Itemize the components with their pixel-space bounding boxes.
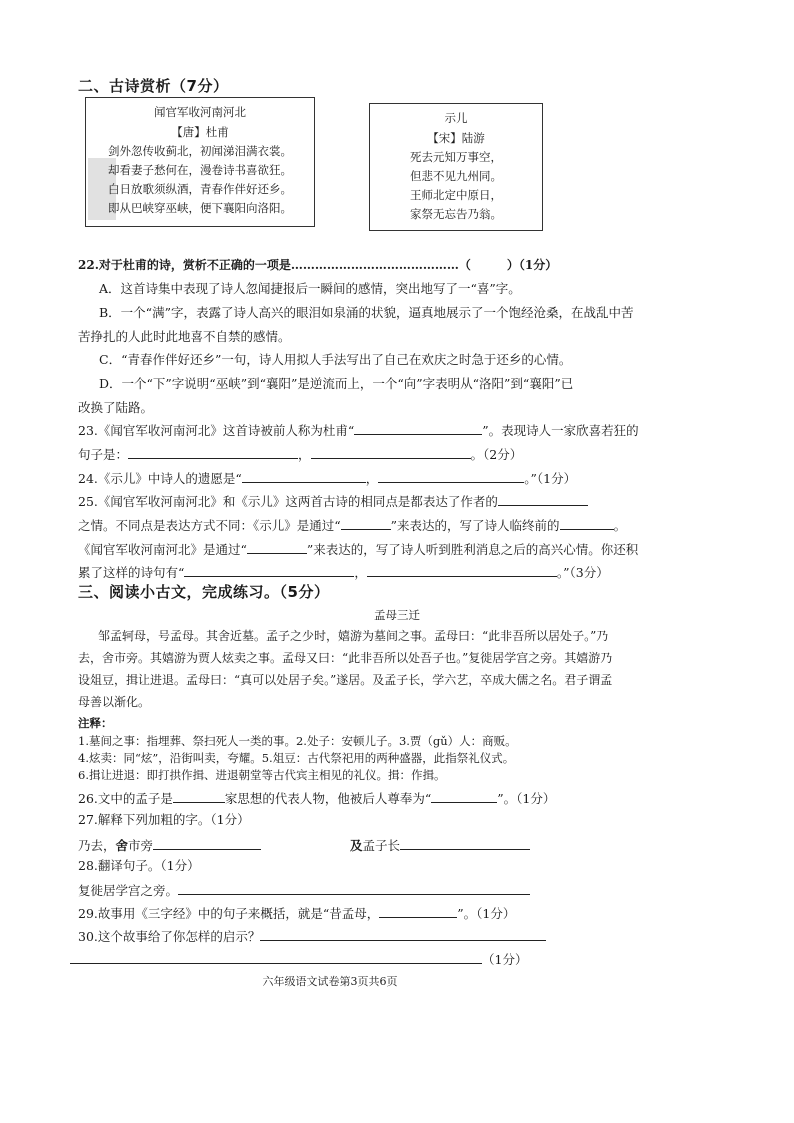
poem1-author: 【唐】杜甫: [171, 125, 229, 139]
section2-heading: 二、古诗赏析（7分）: [78, 77, 229, 95]
q27-blank-b[interactable]: [400, 836, 530, 850]
q30-stem: 30.这个故事给了你怎样的启示？: [78, 929, 261, 944]
q27-blank-a[interactable]: [153, 836, 261, 850]
q25-blank-verse1[interactable]: [184, 563, 354, 577]
q25-text: ”来表达的，写了诗人临终前的: [390, 518, 560, 533]
q27-bold-char: 及: [350, 838, 363, 853]
passage-line: 邹孟轲母，号孟母。其舍近墓。孟子之少时，嬉游为墓间之事。孟母曰：“此非吾所以居处子。”乃: [98, 629, 609, 643]
q25-text: 累了这样的诗句有“: [78, 565, 185, 580]
q27-text: 乃去，: [78, 838, 116, 853]
q23-blank-line2[interactable]: [311, 445, 471, 459]
q23-text: ，: [298, 447, 311, 462]
page-footer: 六年级语文试卷第3页共6页: [262, 975, 398, 988]
q30-blank-2[interactable]: [70, 950, 482, 964]
q23-text: 23.《闻官军收河南河北》这首诗被前人称为杜甫“: [78, 423, 355, 438]
passage-line: 设俎豆，揖让进退。孟母曰：“真可以处居子矣。”遂居。及孟子长，学六艺，卒成大儒之名。君子谓孟: [78, 673, 613, 687]
note-line: 1.墓间之事：指埋葬、祭扫死人一类的事。2.处子：安顿儿子。3.贾（gǔ）人：商贩。: [78, 734, 517, 748]
section3-heading: 三、阅读小古文，完成练习。（5分）: [78, 583, 330, 601]
q27-text: 市旁: [128, 838, 154, 853]
q22-option-b-cont: 苦挣扎的人此时此地喜不自禁的感情。: [78, 329, 291, 344]
q27-stem: 27.解释下列加粗的字。（1分）: [78, 812, 250, 827]
q26-text: 26.文中的孟子是: [78, 791, 173, 806]
poem2-author: 【宋】陆游: [427, 131, 485, 145]
q25-blank-feeling[interactable]: [560, 516, 614, 530]
q25-text: ，: [354, 565, 367, 580]
q25-line1: [78, 492, 588, 510]
q25-text: 。”（3分）: [556, 565, 609, 580]
q23-line2: [78, 445, 522, 463]
passage-title: 孟母三迁: [374, 608, 420, 622]
q27-bold-char: 舍: [115, 838, 129, 853]
q29-line: [78, 904, 515, 922]
q25-line4: [78, 563, 609, 581]
q22-option-a: A．这首诗集中表现了诗人忽闻捷报后一瞬间的感情，突出地写了一“喜”字。: [99, 281, 521, 296]
q25-blank-method2[interactable]: [247, 540, 307, 554]
q30-line2: [70, 950, 527, 968]
passage-line: 母善以渐化。: [78, 695, 151, 709]
q26-line: [78, 789, 555, 807]
passage-line: 去，舍市旁。其嬉游为贾人炫卖之事。孟母又曰：“此非吾所以处吾子也。”复徙居学宫之旁。其嬉游乃: [78, 651, 613, 665]
q25-blank-verse2[interactable]: [367, 563, 557, 577]
q25-text: 25.《闻官军收河南河北》和《示儿》这两首古诗的相同点是都表达了作者的: [78, 494, 498, 509]
poem1-line: 即从巴峡穿巫峡，便下襄阳向洛阳。: [108, 201, 292, 215]
q27-text: 孟子长: [362, 838, 401, 853]
poem2-line: 王师北定中原日，: [410, 188, 502, 202]
q28-blank-translation[interactable]: [178, 881, 530, 895]
q22-option-c: C．“青春作伴好还乡”一句，诗人用拟人手法写出了自己在欢庆之时急于还乡的心情。: [99, 352, 572, 367]
q24-text: 24.《示儿》中诗人的遗愿是“: [78, 471, 242, 486]
q25-text: 。: [613, 518, 627, 533]
q24-text: 。”（1分）: [524, 471, 577, 486]
q24-blank-1[interactable]: [242, 469, 366, 483]
q22-stem: 22.对于杜甫的诗，赏析不正确的一项是……………………………………（ ）（1分）: [78, 258, 558, 272]
poem1-box: [85, 97, 315, 227]
q23-blank-line1[interactable]: [128, 445, 298, 459]
q26-text: 家思想的代表人物，他被后人尊奉为“: [224, 791, 432, 806]
poem2-title: 示儿: [444, 111, 468, 125]
q27-item-a: [78, 836, 261, 854]
q25-blank-emotion[interactable]: [498, 492, 588, 506]
q30-score: （1分）: [482, 952, 528, 967]
q25-line3: [78, 540, 638, 558]
q26-blank-school[interactable]: [173, 789, 225, 803]
q25-text: ”来表达的，写了诗人听到胜利消息之后的高兴心情。你还积: [306, 542, 639, 557]
poem1-line: 剑外忽传收蓟北，初闻涕泪满衣裳。: [108, 144, 292, 158]
q29-text: 29.故事用《三字经》中的句子来概括，就是“昔孟母，: [78, 906, 380, 921]
q22-option-d: D．一个“下”字说明“巫峡”到“襄阳”是逆流而上，一个“向”字表明从“洛阳”到“襄阳”已: [99, 376, 574, 391]
note-line: 4.炫卖：同“炫”，沿街叫卖，夸耀。5.俎豆：古代祭祀用的两种盛器，此指祭礼仪式。: [78, 751, 515, 765]
q25-line2: [78, 516, 626, 534]
q23-text: ”。表现诗人一家欣喜若狂的: [482, 423, 639, 438]
q25-blank-method1[interactable]: [341, 516, 391, 530]
q28-stem: 28.翻译句子。（1分）: [78, 858, 200, 873]
note-line: 6.揖让进退：即打拱作揖、进退朝堂等古代宾主相见的礼仪。揖：作揖。: [78, 768, 446, 782]
poem1-line: 却看妻子愁何在，漫卷诗书喜欲狂。: [108, 163, 292, 177]
q23-text: 句子是：: [78, 447, 129, 462]
q22-option-d-cont: 改换了陆路。: [78, 400, 154, 415]
q30-line: [78, 927, 546, 945]
poem1-title: 闻官军收河南河北: [154, 105, 246, 119]
poem2-box: [369, 103, 543, 231]
q24-line: [78, 469, 576, 487]
q23-line1: [78, 421, 639, 439]
q28-line: [78, 881, 530, 899]
notes-label: 注释：: [78, 716, 113, 730]
q28-sentence: 复徙居学宫之旁。: [78, 883, 179, 898]
q24-text: ，: [365, 471, 379, 486]
poem1-line: 白日放歌须纵酒，青春作伴好还乡。: [108, 182, 292, 196]
poem2-line: 但悲不见九州同。: [410, 169, 502, 183]
q26-text: ”。（1分）: [497, 791, 556, 806]
q24-blank-2[interactable]: [378, 469, 524, 483]
q29-text: ”。（1分）: [457, 906, 516, 921]
q22-option-b: B．一个“满”字，表露了诗人高兴的眼泪如泉涌的状貌，逼真地展示了一个饱经沧桑，在战乱中苦: [99, 305, 634, 320]
q27-item-b: [350, 836, 530, 854]
q30-blank-1[interactable]: [260, 927, 546, 941]
q25-text: 之情。不同点是表达方式不同：《示儿》是通过“: [78, 518, 341, 533]
poem2-line: 家祭无忘告乃翁。: [410, 207, 502, 221]
q26-blank-title[interactable]: [431, 789, 497, 803]
q23-text: 。（2分）: [470, 447, 523, 462]
q29-blank[interactable]: [379, 904, 457, 918]
q25-text: 《闻官军收河南河北》是通过“: [78, 542, 247, 557]
q23-blank-title[interactable]: [354, 421, 482, 435]
poem2-line: 死去元知万事空，: [410, 150, 502, 164]
